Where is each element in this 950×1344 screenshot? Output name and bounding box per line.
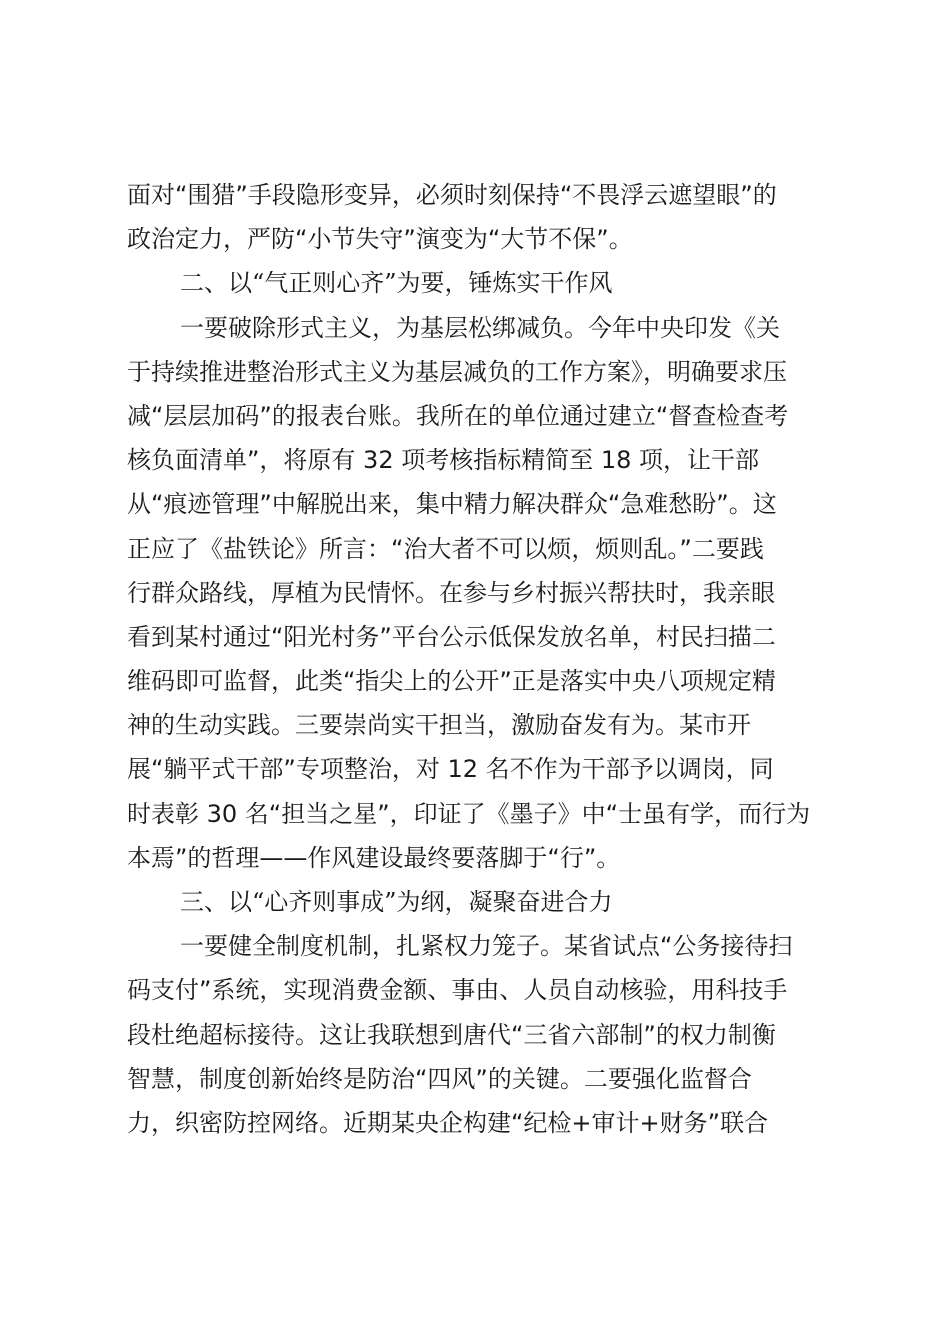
paragraph-line: 于持续推进整治形式主义为基层减负的工作方案》，明确要求压 [127, 357, 787, 386]
document-body [127, 173, 847, 1145]
paragraph-line: 智慧，制度创新始终是防治“四风”的关键。二要强化监督合 [127, 1064, 752, 1093]
paragraph-line: 维码即可监督，此类“指尖上的公开”正是落实中央八项规定精 [127, 667, 776, 696]
paragraph-line: 行群众路线，厚植为民情怀。在参与乡村振兴帮扶时，我亲眼 [127, 578, 775, 607]
paragraph-line: 神的生动实践。三要崇尚实干担当，激励奋发有为。某市开 [127, 711, 751, 740]
paragraph-line: 时表彰 30 名“担当之星”，印证了《墨子》中“士虽有学，而行为 [127, 799, 811, 828]
section-heading: 二、以“气正则心齐”为要，锤炼实干作风 [180, 269, 613, 298]
section-heading: 三、以“心齐则事成”为纲，凝聚奋进合力 [180, 888, 613, 916]
paragraph-line: 政治定力，严防“小节失守”演变为“大节不保”。 [127, 225, 633, 254]
paragraph-line: 看到某村通过“阳光村务”平台公示低保发放名单，村民扫描二 [127, 622, 776, 651]
paragraph-line: 一要健全制度机制，扎紧权力笼子。某省试点“公务接待扫 [180, 932, 793, 961]
paragraph-line: 本焉”的哲理——作风建设最终要落脚于“行”。 [127, 843, 621, 872]
paragraph-line: 正应了《盐铁论》所言：“治大者不可以烦，烦则乱。”二要践 [127, 534, 764, 563]
paragraph-line: 减“层层加码”的报表台账。我所在的单位通过建立“督查检查考 [127, 401, 789, 430]
paragraph-line: 展“躺平式干部”专项整治，对 12 名不作为干部予以调岗，同 [127, 755, 774, 784]
paragraph-line: 核负面清单”，将原有 32 项考核指标精简至 18 项，让干部 [127, 446, 760, 475]
paragraph-line: 从“痕迹管理”中解脱出来，集中精力解决群众“急难愁盼”。这 [127, 490, 777, 519]
paragraph-line: 力，织密防控网络。近期某央企构建“纪检+审计+财务”联合 [127, 1108, 769, 1137]
paragraph-line: 码支付”系统，实现消费金额、事由、人员自动核验，用科技手 [127, 976, 788, 1005]
paragraph-line: 段杜绝超标接待。这让我联想到唐代“三省六部制”的权力制衡 [127, 1020, 776, 1049]
paragraph-line: 面对“围猎”手段隐形变异，必须时刻保持“不畏浮云遮望眼”的 [127, 181, 777, 209]
paragraph-line: 一要破除形式主义，为基层松绑减负。今年中央印发《关 [180, 313, 780, 342]
